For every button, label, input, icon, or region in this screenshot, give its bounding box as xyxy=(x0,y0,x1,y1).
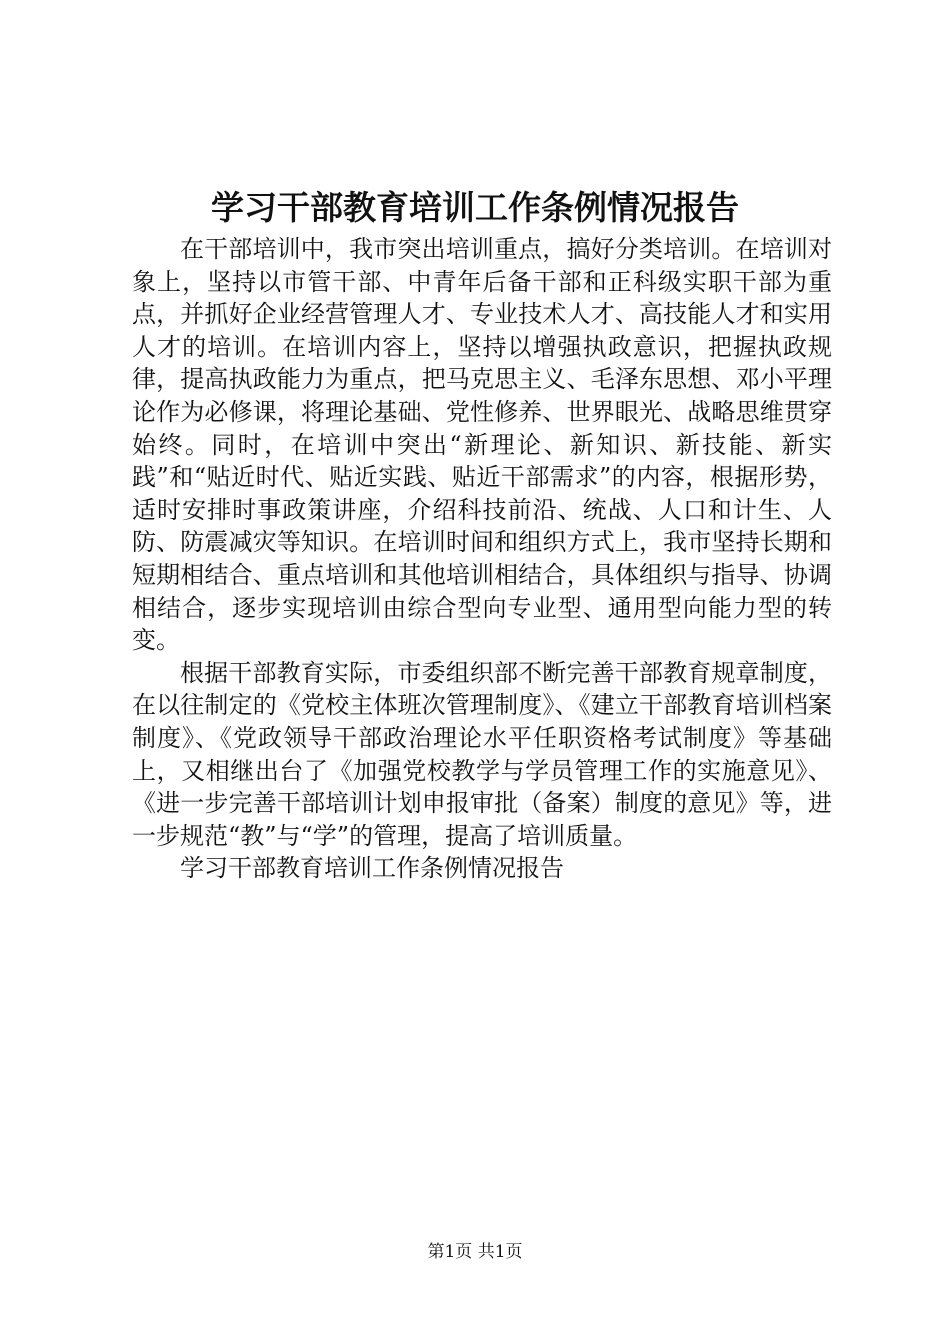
paragraph-training-focus: 在干部培训中，我市突出培训重点，搞好分类培训。在培训对象上，坚持以市管干部、中青年后备干部和正科级实职干部为重点，并抓好企业经营管理人才、专业技术人才、高技能人才和实用人才的培训。在培训内容上，坚持以增强执政意识，把握执政规律，提高执政能力为重点，把马克思主义、毛泽东思想、邓小平理论作为必修课，将理论基础、党性修养、世界眼光、战略思维贯穿始终。同时，在培训中突出“新理论、新知识、新技能、新实践”和“贴近时代、贴近实践、贴近干部需求”的内容，根据形势，适时安排时事政策讲座，介绍科技前沿、统战、人口和计生、人防、防震减灾等知识。在培训时间和组织方式上，我市坚持长期和短期相结合、重点培训和其他培训相结合，具体组织与指导、协调相结合，逐步实现培训由综合型向专业型、通用型向能力型的转变。 xyxy=(132,235,832,655)
document-title: 学习干部教育培训工作条例情况报告 xyxy=(211,188,739,227)
document-body xyxy=(132,233,832,885)
page-footer: 第1页 共1页 xyxy=(427,1242,523,1262)
paragraph-closing-title: 学习干部教育培训工作条例情况报告 xyxy=(180,854,564,883)
paragraph-regulations: 根据干部教育实际，市委组织部不断完善干部教育规章制度，在以往制定的《党校主体班次管理制度》、《建立干部教育培训档案制度》、《党政领导干部政治理论水平任职资格考试制度》等基础上，又相继出台了《加强党校教学与学员管理工作的实施意见》、《进一步完善干部培训计划申报审批（备案）制度的意见》等，进一步规范“教”与“学”的管理，提高了培训质量。 xyxy=(132,658,832,850)
